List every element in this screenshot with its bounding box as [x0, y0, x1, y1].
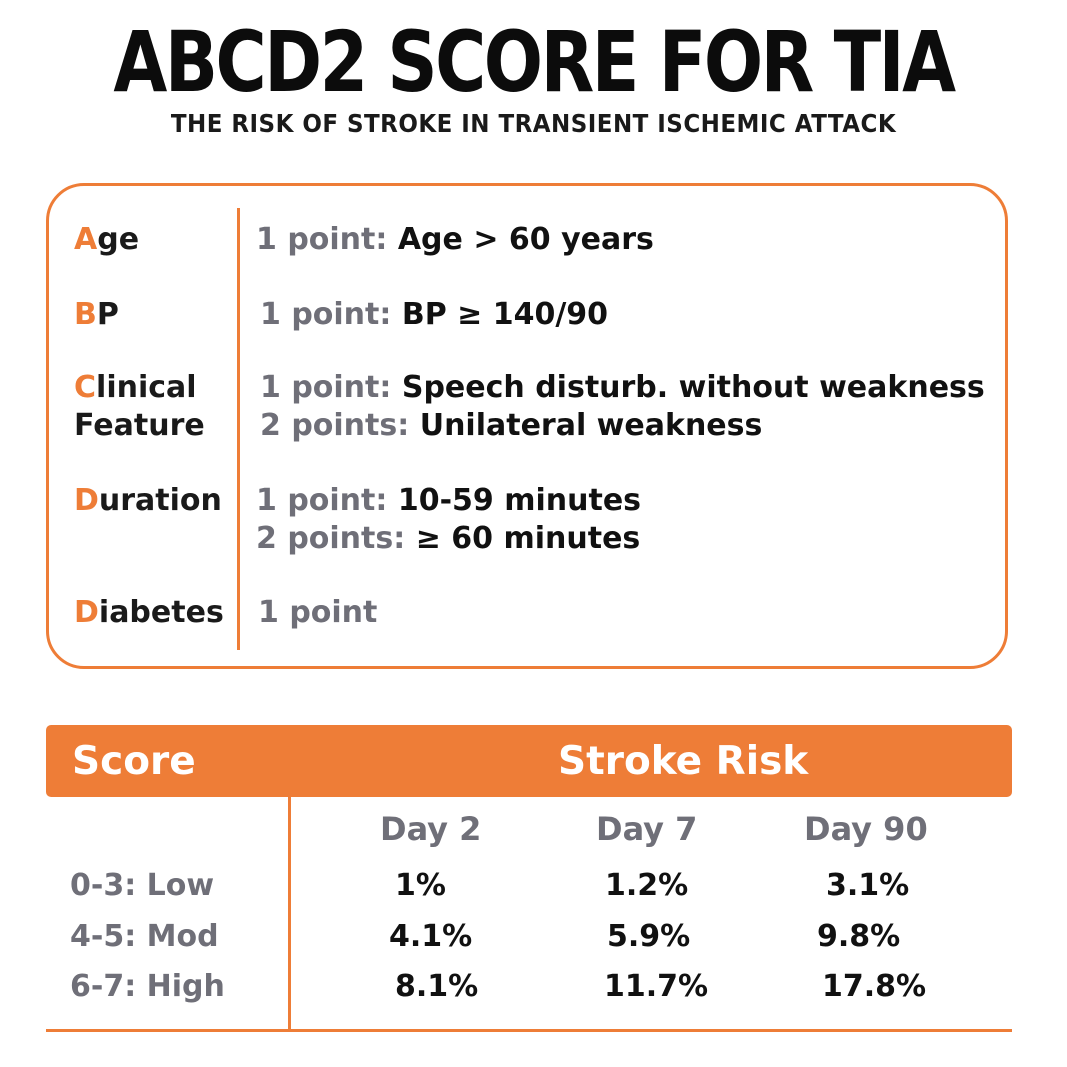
points-text: 1 point: [256, 483, 388, 518]
day-header-day-2: Day 2 [380, 810, 482, 848]
criterion-text: Speech disturb. without weakness [401, 370, 985, 405]
table-cell: 3.1% [826, 868, 910, 903]
points-text: 1 point [258, 595, 378, 630]
criterion-line-age-1 [256, 221, 654, 259]
criterion-text: Unilateral weakness [419, 408, 763, 443]
criterion-initial: B [74, 297, 97, 332]
table-row-label: 4-5: Mod [70, 919, 219, 954]
points-text: 2 points: [260, 408, 410, 443]
criterion-line-diabetes-1 [258, 594, 377, 632]
criterion-label-age [74, 221, 139, 259]
points-text: 1 point: [260, 370, 392, 405]
points-text: 1 point: [256, 222, 388, 257]
page-subtitle: THE RISK OF STROKE IN TRANSIENT ISCHEMIC ATTACK [170, 109, 897, 138]
table-cell: 9.8% [817, 919, 901, 954]
criterion-text: Age > 60 years [397, 222, 654, 257]
criterion-text: ≥ 60 minutes [415, 521, 641, 556]
criterion-initial: D [74, 595, 99, 630]
criterion-initial: D [74, 483, 99, 518]
criterion-label-rest: uration [98, 483, 222, 518]
table-cell: 17.8% [822, 969, 927, 1004]
criterion-label-clinical-second: Feature [74, 408, 205, 443]
criterion-initial: C [74, 370, 97, 405]
points-text: 2 points: [256, 521, 406, 556]
criterion-label-duration [74, 482, 222, 520]
criterion-label-clinical [74, 369, 197, 407]
table-cell: 4.1% [389, 919, 473, 954]
criterion-line-clinical-1 [260, 369, 985, 407]
table-cell: 1% [395, 868, 446, 903]
stroke-risk-header: Stroke Risk [558, 739, 809, 784]
points-text: 1 point: [260, 297, 392, 332]
table-row-label: 0-3: Low [70, 868, 215, 903]
criteria-divider [237, 208, 240, 650]
criterion-label-bp [74, 296, 119, 334]
criterion-label-rest: P [96, 297, 119, 332]
table-cell: 11.7% [604, 969, 709, 1004]
day-header-day-90: Day 90 [804, 810, 928, 848]
risk-table-divider [288, 797, 291, 1029]
risk-table-bottom-rule [46, 1029, 1012, 1032]
criterion-label-rest: ge [97, 222, 140, 257]
table-cell: 5.9% [607, 919, 691, 954]
table-cell: 8.1% [395, 969, 479, 1004]
criterion-line-bp-1 [260, 296, 608, 334]
criterion-label-diabetes [74, 594, 224, 632]
criterion-label-rest: iabetes [98, 595, 224, 630]
page-title: ABCD2 SCORE FOR TIA [113, 13, 954, 111]
criterion-line-duration-2 [256, 520, 640, 558]
criterion-label-rest: linical [96, 370, 197, 405]
criterion-line-clinical-2 [260, 407, 762, 445]
score-column-header: Score [72, 739, 196, 784]
criterion-initial: A [74, 222, 98, 257]
criterion-text: 10-59 minutes [397, 483, 642, 518]
day-header-day-7: Day 7 [596, 810, 698, 848]
table-row-label: 6-7: High [70, 969, 225, 1004]
criterion-line-duration-1 [256, 482, 641, 520]
table-cell: 1.2% [605, 868, 689, 903]
criterion-text: BP ≥ 140/90 [401, 297, 609, 332]
